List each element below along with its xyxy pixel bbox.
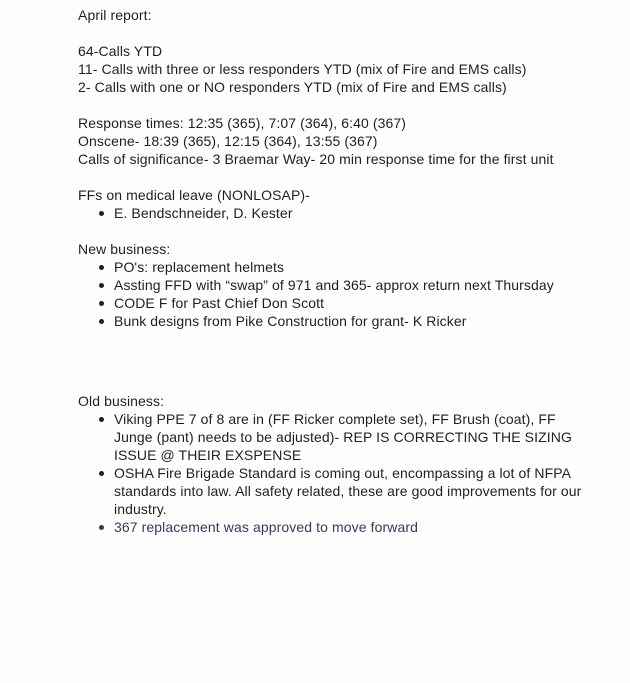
bullet-item [78,464,592,518]
document-body [78,6,592,536]
bullet-text [114,518,592,536]
bullet-text [114,276,592,294]
doc-text-line: 2- Calls with one or NO responders YTD (mix of Fire and EMS calls) [78,79,507,95]
doc-text-line: April report: [78,7,152,23]
section-gap [78,330,592,392]
bullet-item [78,258,592,276]
bullet-dot-icon [99,301,104,306]
bullet-item [78,294,592,312]
bullet-text [114,464,592,518]
blank-line [78,168,592,186]
doc-text-line: Old business: [78,393,165,409]
doc-text-line: 11- Calls with three or less responders YTD (mix of Fire and EMS calls) [78,61,527,77]
bullet-text-line: PO's: replacement helmets [114,259,285,275]
bullet-text [114,258,592,276]
blank-line [78,222,592,240]
bullet-item [78,276,592,294]
doc-text-line: Response times: 12:35 (365), 7:07 (364), 6:40 (367) [78,115,407,131]
bullet-dot-icon [99,417,104,422]
bullet-text-line: E. Bendschneider, D. Kester [114,205,293,221]
bullet-text-line: industry. [114,501,167,517]
bullet-dot-icon [99,471,104,476]
bullet-text-line: Bunk designs from Pike Construction for grant- K Ricker [114,313,467,329]
bullet-dot-icon [99,211,104,216]
bullet-item [78,204,592,222]
bullet-dot-icon [99,319,104,324]
doc-text-line: Calls of significance- 3 Braemar Way- 20 min response time for the first unit [78,151,554,167]
blank-line [78,96,592,114]
bullet-dot-icon [99,525,104,530]
bullet-item [78,410,592,464]
bullet-text-line: OSHA Fire Brigade Standard is coming out, encompassing a lot of NFPA [114,465,572,481]
bullet-text [114,410,592,464]
bullet-text-line: Assting FFD with “swap” of 971 and 365- approx return next Thursday [114,277,554,293]
bullet-text-line: CODE F for Past Chief Don Scott [114,295,325,311]
doc-text-line: New business: [78,241,171,257]
doc-text-line: Onscene- 18:39 (365), 12:15 (364), 13:55 (367) [78,133,378,149]
bullet-dot-icon [99,283,104,288]
bullet-dot-icon [99,265,104,270]
bullet-text-line: ISSUE @ THEIR EXSPENSE [114,447,302,463]
bullet-text-line: Junge (pant) needs to be adjusted)- REP IS CORRECTING THE SIZING [114,429,572,445]
bullet-text [114,312,592,330]
bullet-text-line: standards into law. All safety related, these are good improvements for our [114,483,582,499]
doc-text-line: 64-Calls YTD [78,43,163,59]
doc-text-line: FFs on medical leave (NONLOSAP)- [78,187,310,203]
bullet-item [78,312,592,330]
blank-line [78,24,592,42]
bullet-text [114,294,592,312]
bullet-text-line: Viking PPE 7 of 8 are in (FF Ricker complete set), FF Brush (coat), FF [114,411,556,427]
bullet-text-line: 367 replacement was approved to move forward [114,519,419,535]
bullet-text [114,204,592,222]
bullet-item [78,518,592,536]
